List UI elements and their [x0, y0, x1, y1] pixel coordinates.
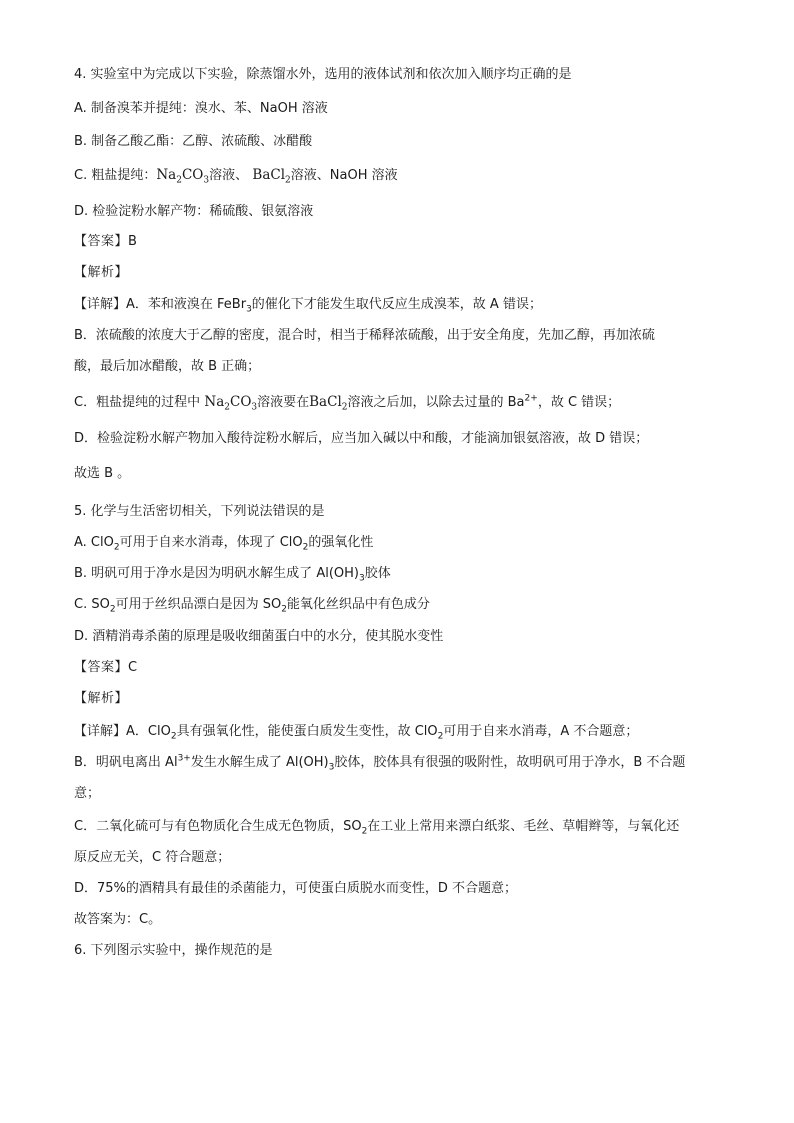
q5-detail-c-line1: C．二氧化硫可与有色物质化合生成无色物质，$SO_2$在工业上常用来漂白纸浆、毛丝、草帽辫等，与氧化还	[74, 819, 680, 837]
q4-detail-b-line1: B．浓硫酸的浓度大于乙醇的密度，混合时，相当于稀释浓硫酸，出于安全角度，先加乙醇，再加浓硫	[74, 328, 655, 343]
q4-analysis-label: 【解析】	[74, 265, 129, 280]
q4-detail-a: 【详解】A．苯和液溴在 FeBr$_3$的催化下才能发生取代反应生成溴苯，故 A 错误；	[74, 297, 542, 315]
q5-option-c: C. $SO_2$可用于丝织品漂白是因为 $SO_2$能氧化丝织品中有色成分	[74, 597, 430, 615]
q4-detail-d: D．检验淀粉水解产物加入酸待淀粉水解后，应当加入碱以中和酸，才能滴加银氨溶液，故 D 错误；	[74, 431, 649, 446]
q5-detail-a: 【详解】A．ClO$_2$具有强氧化性，能使蛋白质发生变性，故 ClO$_2$可用于自来水消毒，A 不合题意；	[74, 724, 639, 742]
q4-conclusion: 故选 B 。	[74, 466, 131, 481]
q4-detail-b-line2: 酸，最后加冰醋酸，故 B 正确；	[74, 359, 261, 374]
q5-detail-c-line2: 原反应无关，C 符合题意；	[74, 850, 231, 865]
q5-conclusion: 故答案为：C。	[74, 912, 162, 927]
q5-option-d: D. 酒精消毒杀菌的原理是吸收细菌蛋白中的水分，使其脱水变性	[74, 629, 444, 644]
q6-stem: 6. 下列图示实验中，操作规范的是	[74, 943, 273, 958]
q5-analysis-label: 【解析】	[74, 691, 129, 706]
q4-detail-c: C．粗盐提纯的过程中 $Na_2CO_3$溶液要在BaCl$_2$溶液之后加，以除去过量的 $Ba^{2+}$，故 C 错误；	[74, 393, 621, 413]
q4-option-c: C. 粗盐提纯：$Na_2CO_3$溶液、 BaCl$_2$溶液、NaOH 溶液	[74, 167, 398, 186]
q5-option-a: A. ClO$_2$可用于自来水消毒，体现了 ClO$_2$的强氧化性	[74, 535, 374, 553]
q5-detail-d: D．75%的酒精具有最佳的杀菌能力，可使蛋白质脱水而变性，D 不合题意；	[74, 881, 518, 896]
q5-option-b: B. 明矾可用于净水是因为明矾水解生成了 $Al(OH)_3$胶体	[74, 566, 391, 584]
q4-stem: 4. 实验室中为完成以下实验，除蒸馏水外，选用的液体试剂和依次加入顺序均正确的是	[74, 67, 572, 82]
q4-answer: 【答案】B	[74, 234, 138, 249]
q5-detail-b-line2: 意；	[74, 786, 101, 801]
q5-answer: 【答案】C	[74, 660, 138, 675]
q4-option-d: D. 检验淀粉水解产物：稀硫酸、银氨溶液	[74, 204, 314, 219]
q4-option-a: A. 制备溴苯并提纯：溴水、苯、NaOH 溶液	[74, 101, 328, 116]
q5-stem: 5. 化学与生活密切相关，下列说法错误的是	[74, 504, 325, 519]
q4-option-b: B. 制备乙酸乙酯：乙醇、浓硫酸、冰醋酸	[74, 134, 313, 149]
q5-detail-b-line1: B．明矾电离出 $Al^{3+}$发生水解生成了 $Al(OH)_3$胶体，胶体具有很强的吸附性，故明矾可用于净水，B 不合题	[74, 753, 686, 773]
